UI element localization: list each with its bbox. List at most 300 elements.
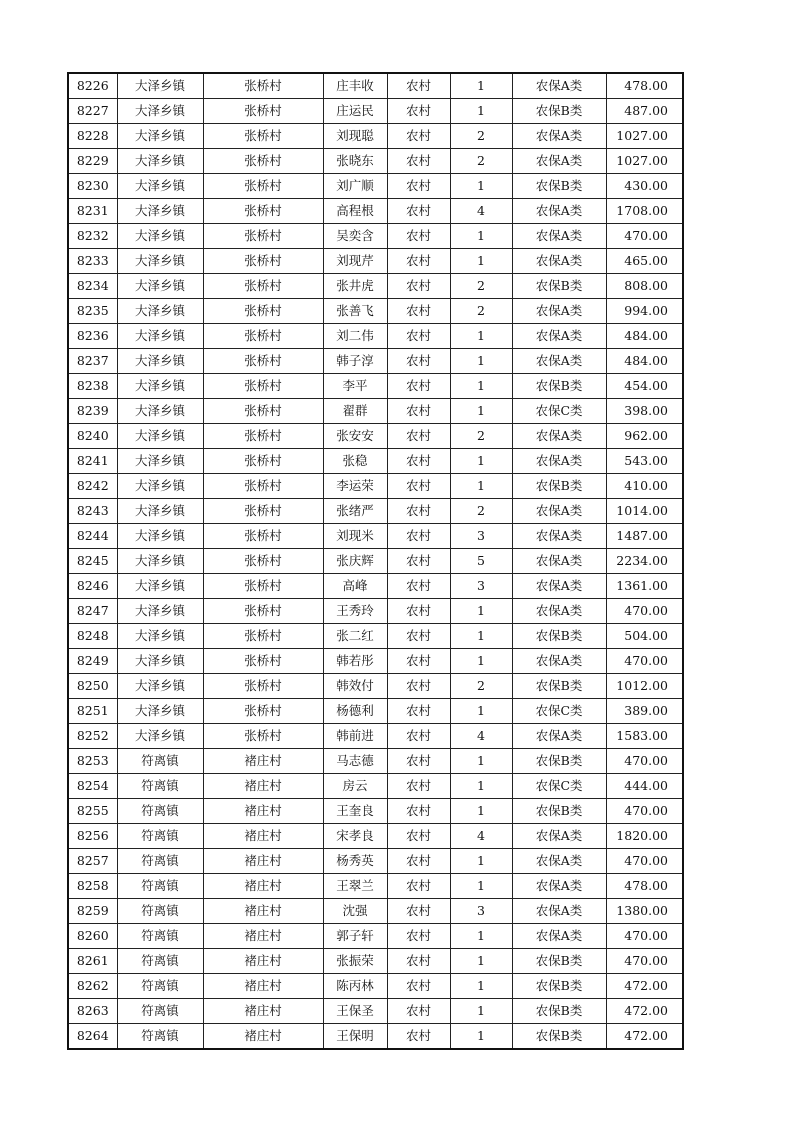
amount-cell: 472.00 [606, 999, 683, 1024]
table-row [68, 574, 683, 599]
insurance-category-cell: 农保A类 [512, 824, 606, 849]
household-size-cell: 1 [450, 774, 512, 799]
household-type-cell: 农村 [387, 699, 450, 724]
township-cell: 大泽乡镇 [117, 399, 203, 424]
township-cell: 大泽乡镇 [117, 149, 203, 174]
township-cell: 大泽乡镇 [117, 624, 203, 649]
row-number-cell: 8249 [68, 649, 117, 674]
township-cell: 符离镇 [117, 974, 203, 999]
person-name-cell: 韩效付 [323, 674, 387, 699]
amount-cell: 472.00 [606, 974, 683, 999]
person-name-cell: 王保圣 [323, 999, 387, 1024]
village-cell: 褚庄村 [203, 949, 323, 974]
township-cell: 符离镇 [117, 949, 203, 974]
row-number-cell: 8238 [68, 374, 117, 399]
household-type-cell: 农村 [387, 749, 450, 774]
township-cell: 大泽乡镇 [117, 549, 203, 574]
row-number-cell: 8241 [68, 449, 117, 474]
household-type-cell: 农村 [387, 224, 450, 249]
row-number-cell: 8261 [68, 949, 117, 974]
village-cell: 张桥村 [203, 324, 323, 349]
table-row [68, 949, 683, 974]
village-cell: 褚庄村 [203, 999, 323, 1024]
insurance-category-cell: 农保A类 [512, 449, 606, 474]
insurance-category-cell: 农保A类 [512, 424, 606, 449]
person-name-cell: 张二红 [323, 624, 387, 649]
household-type-cell: 农村 [387, 924, 450, 949]
amount-cell: 454.00 [606, 374, 683, 399]
amount-cell: 962.00 [606, 424, 683, 449]
table-row [68, 474, 683, 499]
row-number-cell: 8235 [68, 299, 117, 324]
township-cell: 大泽乡镇 [117, 249, 203, 274]
table-row [68, 974, 683, 999]
insurance-category-cell: 农保A类 [512, 524, 606, 549]
table-row [68, 824, 683, 849]
household-type-cell: 农村 [387, 349, 450, 374]
row-number-cell: 8240 [68, 424, 117, 449]
township-cell: 大泽乡镇 [117, 449, 203, 474]
insurance-category-cell: 农保A类 [512, 549, 606, 574]
township-cell: 大泽乡镇 [117, 73, 203, 99]
table-row [68, 874, 683, 899]
village-cell: 张桥村 [203, 124, 323, 149]
township-cell: 大泽乡镇 [117, 324, 203, 349]
row-number-cell: 8260 [68, 924, 117, 949]
amount-cell: 1487.00 [606, 524, 683, 549]
person-name-cell: 宋孝良 [323, 824, 387, 849]
person-name-cell: 高程根 [323, 199, 387, 224]
insurance-category-cell: 农保A类 [512, 224, 606, 249]
person-name-cell: 张安安 [323, 424, 387, 449]
village-cell: 张桥村 [203, 349, 323, 374]
row-number-cell: 8226 [68, 73, 117, 99]
village-cell: 张桥村 [203, 499, 323, 524]
row-number-cell: 8233 [68, 249, 117, 274]
amount-cell: 994.00 [606, 299, 683, 324]
person-name-cell: 张善飞 [323, 299, 387, 324]
township-cell: 大泽乡镇 [117, 699, 203, 724]
township-cell: 符离镇 [117, 824, 203, 849]
township-cell: 符离镇 [117, 849, 203, 874]
person-name-cell: 张井虎 [323, 274, 387, 299]
household-size-cell: 2 [450, 274, 512, 299]
person-name-cell: 刘二伟 [323, 324, 387, 349]
village-cell: 张桥村 [203, 73, 323, 99]
table-row [68, 299, 683, 324]
amount-cell: 430.00 [606, 174, 683, 199]
village-cell: 褚庄村 [203, 899, 323, 924]
township-cell: 大泽乡镇 [117, 374, 203, 399]
table-row [68, 399, 683, 424]
village-cell: 褚庄村 [203, 749, 323, 774]
person-name-cell: 马志德 [323, 749, 387, 774]
household-type-cell: 农村 [387, 424, 450, 449]
person-name-cell: 张晓东 [323, 149, 387, 174]
table-row [68, 349, 683, 374]
household-size-cell: 4 [450, 824, 512, 849]
village-cell: 张桥村 [203, 399, 323, 424]
row-number-cell: 8259 [68, 899, 117, 924]
village-cell: 张桥村 [203, 599, 323, 624]
household-type-cell: 农村 [387, 949, 450, 974]
row-number-cell: 8262 [68, 974, 117, 999]
household-type-cell: 农村 [387, 824, 450, 849]
village-cell: 褚庄村 [203, 774, 323, 799]
household-type-cell: 农村 [387, 524, 450, 549]
village-cell: 张桥村 [203, 674, 323, 699]
household-size-cell: 1 [450, 799, 512, 824]
household-size-cell: 2 [450, 499, 512, 524]
person-name-cell: 刘现米 [323, 524, 387, 549]
village-cell: 张桥村 [203, 224, 323, 249]
benefit-table [67, 72, 684, 1050]
person-name-cell: 房云 [323, 774, 387, 799]
household-type-cell: 农村 [387, 574, 450, 599]
household-size-cell: 1 [450, 974, 512, 999]
village-cell: 张桥村 [203, 649, 323, 674]
amount-cell: 543.00 [606, 449, 683, 474]
row-number-cell: 8228 [68, 124, 117, 149]
amount-cell: 484.00 [606, 324, 683, 349]
household-size-cell: 2 [450, 124, 512, 149]
village-cell: 张桥村 [203, 574, 323, 599]
village-cell: 褚庄村 [203, 799, 323, 824]
household-size-cell: 3 [450, 574, 512, 599]
person-name-cell: 陈丙林 [323, 974, 387, 999]
village-cell: 张桥村 [203, 424, 323, 449]
village-cell: 张桥村 [203, 374, 323, 399]
person-name-cell: 张绪严 [323, 499, 387, 524]
household-size-cell: 1 [450, 749, 512, 774]
table-row [68, 274, 683, 299]
household-type-cell: 农村 [387, 174, 450, 199]
insurance-category-cell: 农保B类 [512, 674, 606, 699]
insurance-category-cell: 农保B类 [512, 99, 606, 124]
amount-cell: 470.00 [606, 799, 683, 824]
person-name-cell: 李平 [323, 374, 387, 399]
township-cell: 大泽乡镇 [117, 199, 203, 224]
household-size-cell: 1 [450, 73, 512, 99]
table-row [68, 124, 683, 149]
village-cell: 张桥村 [203, 699, 323, 724]
amount-cell: 1820.00 [606, 824, 683, 849]
table-row [68, 149, 683, 174]
row-number-cell: 8264 [68, 1024, 117, 1050]
village-cell: 褚庄村 [203, 824, 323, 849]
household-type-cell: 农村 [387, 374, 450, 399]
table-row [68, 999, 683, 1024]
table-row [68, 699, 683, 724]
household-type-cell: 农村 [387, 499, 450, 524]
person-name-cell: 杨德利 [323, 699, 387, 724]
amount-cell: 1361.00 [606, 574, 683, 599]
row-number-cell: 8251 [68, 699, 117, 724]
insurance-category-cell: 农保A类 [512, 849, 606, 874]
household-type-cell: 农村 [387, 874, 450, 899]
insurance-category-cell: 农保A类 [512, 874, 606, 899]
amount-cell: 1583.00 [606, 724, 683, 749]
row-number-cell: 8253 [68, 749, 117, 774]
table-body [68, 73, 683, 1049]
household-size-cell: 2 [450, 149, 512, 174]
person-name-cell: 沈强 [323, 899, 387, 924]
amount-cell: 487.00 [606, 99, 683, 124]
household-type-cell: 农村 [387, 599, 450, 624]
insurance-category-cell: 农保B类 [512, 1024, 606, 1050]
amount-cell: 444.00 [606, 774, 683, 799]
amount-cell: 470.00 [606, 599, 683, 624]
township-cell: 符离镇 [117, 924, 203, 949]
household-size-cell: 1 [450, 949, 512, 974]
insurance-category-cell: 农保B类 [512, 174, 606, 199]
table-row [68, 199, 683, 224]
village-cell: 张桥村 [203, 524, 323, 549]
table-row [68, 524, 683, 549]
amount-cell: 504.00 [606, 624, 683, 649]
insurance-category-cell: 农保A类 [512, 349, 606, 374]
amount-cell: 470.00 [606, 949, 683, 974]
row-number-cell: 8237 [68, 349, 117, 374]
insurance-category-cell: 农保B类 [512, 274, 606, 299]
row-number-cell: 8236 [68, 324, 117, 349]
township-cell: 大泽乡镇 [117, 499, 203, 524]
household-type-cell: 农村 [387, 73, 450, 99]
table-row [68, 774, 683, 799]
household-type-cell: 农村 [387, 249, 450, 274]
insurance-category-cell: 农保A类 [512, 324, 606, 349]
township-cell: 大泽乡镇 [117, 474, 203, 499]
row-number-cell: 8263 [68, 999, 117, 1024]
insurance-category-cell: 农保B类 [512, 749, 606, 774]
insurance-category-cell: 农保A类 [512, 249, 606, 274]
household-type-cell: 农村 [387, 849, 450, 874]
township-cell: 符离镇 [117, 799, 203, 824]
person-name-cell: 杨秀英 [323, 849, 387, 874]
household-size-cell: 1 [450, 999, 512, 1024]
household-type-cell: 农村 [387, 899, 450, 924]
amount-cell: 398.00 [606, 399, 683, 424]
table-row [68, 799, 683, 824]
township-cell: 符离镇 [117, 999, 203, 1024]
village-cell: 张桥村 [203, 149, 323, 174]
household-size-cell: 1 [450, 99, 512, 124]
person-name-cell: 王翠兰 [323, 874, 387, 899]
household-size-cell: 1 [450, 224, 512, 249]
household-size-cell: 1 [450, 924, 512, 949]
person-name-cell: 刘现聪 [323, 124, 387, 149]
township-cell: 符离镇 [117, 1024, 203, 1050]
amount-cell: 1708.00 [606, 199, 683, 224]
household-type-cell: 农村 [387, 974, 450, 999]
amount-cell: 470.00 [606, 224, 683, 249]
township-cell: 符离镇 [117, 899, 203, 924]
township-cell: 大泽乡镇 [117, 674, 203, 699]
person-name-cell: 刘广顺 [323, 174, 387, 199]
person-name-cell: 王秀玲 [323, 599, 387, 624]
village-cell: 褚庄村 [203, 974, 323, 999]
row-number-cell: 8234 [68, 274, 117, 299]
insurance-category-cell: 农保B类 [512, 624, 606, 649]
insurance-category-cell: 农保B类 [512, 374, 606, 399]
person-name-cell: 翟群 [323, 399, 387, 424]
insurance-category-cell: 农保A类 [512, 299, 606, 324]
household-type-cell: 农村 [387, 124, 450, 149]
household-size-cell: 1 [450, 449, 512, 474]
village-cell: 张桥村 [203, 299, 323, 324]
household-type-cell: 农村 [387, 799, 450, 824]
insurance-category-cell: 农保A类 [512, 649, 606, 674]
insurance-category-cell: 农保B类 [512, 949, 606, 974]
household-size-cell: 4 [450, 724, 512, 749]
household-type-cell: 农村 [387, 449, 450, 474]
person-name-cell: 吴奕含 [323, 224, 387, 249]
person-name-cell: 张振荣 [323, 949, 387, 974]
insurance-category-cell: 农保C类 [512, 774, 606, 799]
township-cell: 大泽乡镇 [117, 649, 203, 674]
insurance-category-cell: 农保C类 [512, 699, 606, 724]
row-number-cell: 8255 [68, 799, 117, 824]
household-size-cell: 2 [450, 424, 512, 449]
table-row [68, 849, 683, 874]
household-type-cell: 农村 [387, 474, 450, 499]
table-row [68, 599, 683, 624]
person-name-cell: 郭子轩 [323, 924, 387, 949]
row-number-cell: 8243 [68, 499, 117, 524]
township-cell: 大泽乡镇 [117, 99, 203, 124]
household-type-cell: 农村 [387, 724, 450, 749]
household-size-cell: 1 [450, 874, 512, 899]
insurance-category-cell: 农保B类 [512, 474, 606, 499]
amount-cell: 470.00 [606, 849, 683, 874]
row-number-cell: 8227 [68, 99, 117, 124]
table-row [68, 749, 683, 774]
insurance-category-cell: 农保B类 [512, 974, 606, 999]
township-cell: 大泽乡镇 [117, 274, 203, 299]
amount-cell: 484.00 [606, 349, 683, 374]
amount-cell: 470.00 [606, 924, 683, 949]
table-row [68, 624, 683, 649]
row-number-cell: 8247 [68, 599, 117, 624]
village-cell: 褚庄村 [203, 924, 323, 949]
table-row [68, 224, 683, 249]
insurance-category-cell: 农保A类 [512, 724, 606, 749]
village-cell: 张桥村 [203, 724, 323, 749]
household-size-cell: 2 [450, 299, 512, 324]
household-size-cell: 2 [450, 674, 512, 699]
household-size-cell: 1 [450, 599, 512, 624]
amount-cell: 389.00 [606, 699, 683, 724]
person-name-cell: 庄运民 [323, 99, 387, 124]
household-size-cell: 1 [450, 374, 512, 399]
table-row [68, 324, 683, 349]
person-name-cell: 张庆辉 [323, 549, 387, 574]
table-row [68, 374, 683, 399]
row-number-cell: 8242 [68, 474, 117, 499]
household-size-cell: 1 [450, 474, 512, 499]
village-cell: 张桥村 [203, 624, 323, 649]
insurance-category-cell: 农保A类 [512, 73, 606, 99]
person-name-cell: 王保明 [323, 1024, 387, 1050]
township-cell: 大泽乡镇 [117, 349, 203, 374]
table-row [68, 174, 683, 199]
row-number-cell: 8246 [68, 574, 117, 599]
person-name-cell: 刘现芹 [323, 249, 387, 274]
insurance-category-cell: 农保A类 [512, 499, 606, 524]
household-type-cell: 农村 [387, 99, 450, 124]
row-number-cell: 8244 [68, 524, 117, 549]
insurance-category-cell: 农保A类 [512, 924, 606, 949]
township-cell: 符离镇 [117, 874, 203, 899]
village-cell: 张桥村 [203, 99, 323, 124]
township-cell: 大泽乡镇 [117, 574, 203, 599]
amount-cell: 472.00 [606, 1024, 683, 1050]
person-name-cell: 韩子淳 [323, 349, 387, 374]
table-row [68, 424, 683, 449]
insurance-category-cell: 农保A类 [512, 199, 606, 224]
person-name-cell: 庄丰收 [323, 73, 387, 99]
amount-cell: 470.00 [606, 649, 683, 674]
household-size-cell: 1 [450, 174, 512, 199]
insurance-category-cell: 农保A类 [512, 599, 606, 624]
table-row [68, 449, 683, 474]
household-type-cell: 农村 [387, 199, 450, 224]
household-size-cell: 1 [450, 649, 512, 674]
amount-cell: 808.00 [606, 274, 683, 299]
person-name-cell: 高峰 [323, 574, 387, 599]
household-type-cell: 农村 [387, 299, 450, 324]
row-number-cell: 8245 [68, 549, 117, 574]
row-number-cell: 8250 [68, 674, 117, 699]
village-cell: 褚庄村 [203, 874, 323, 899]
amount-cell: 1012.00 [606, 674, 683, 699]
township-cell: 大泽乡镇 [117, 524, 203, 549]
table-row [68, 649, 683, 674]
row-number-cell: 8231 [68, 199, 117, 224]
village-cell: 张桥村 [203, 199, 323, 224]
village-cell: 褚庄村 [203, 1024, 323, 1050]
household-size-cell: 4 [450, 199, 512, 224]
household-type-cell: 农村 [387, 1024, 450, 1050]
village-cell: 张桥村 [203, 174, 323, 199]
household-size-cell: 1 [450, 849, 512, 874]
township-cell: 大泽乡镇 [117, 299, 203, 324]
row-number-cell: 8230 [68, 174, 117, 199]
household-type-cell: 农村 [387, 324, 450, 349]
amount-cell: 478.00 [606, 73, 683, 99]
household-size-cell: 1 [450, 324, 512, 349]
table-row [68, 899, 683, 924]
insurance-category-cell: 农保A类 [512, 149, 606, 174]
amount-cell: 465.00 [606, 249, 683, 274]
household-type-cell: 农村 [387, 624, 450, 649]
row-number-cell: 8232 [68, 224, 117, 249]
amount-cell: 1027.00 [606, 149, 683, 174]
table-row [68, 724, 683, 749]
household-size-cell: 1 [450, 1024, 512, 1050]
household-size-cell: 1 [450, 624, 512, 649]
insurance-category-cell: 农保B类 [512, 999, 606, 1024]
household-type-cell: 农村 [387, 274, 450, 299]
table-row [68, 549, 683, 574]
household-size-cell: 3 [450, 524, 512, 549]
village-cell: 张桥村 [203, 549, 323, 574]
household-type-cell: 农村 [387, 649, 450, 674]
amount-cell: 1014.00 [606, 499, 683, 524]
person-name-cell: 韩若彤 [323, 649, 387, 674]
household-type-cell: 农村 [387, 149, 450, 174]
village-cell: 张桥村 [203, 274, 323, 299]
